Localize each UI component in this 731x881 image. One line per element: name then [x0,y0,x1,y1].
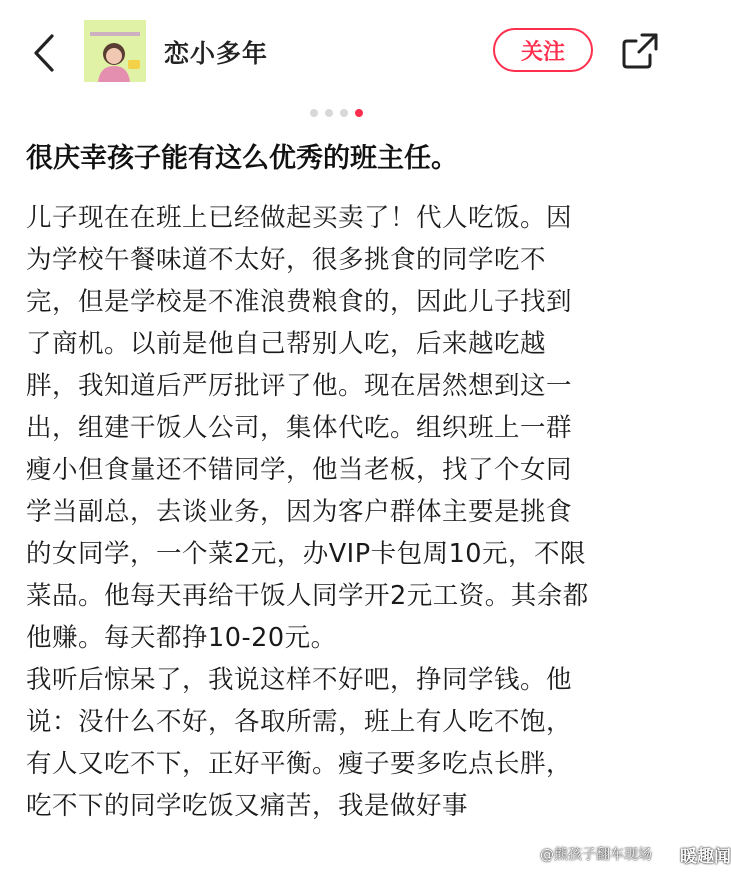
body-line: 他赚。每天都挣10-20元。 [26,623,337,653]
carousel-indicator [310,107,363,119]
top-bar [0,0,690,100]
watermark-account: 暖趣闻 [680,846,731,867]
watermark [540,836,731,872]
body-line: 说：没什么不好，各取所需，班上有人吃不饱， [26,707,573,737]
follow-button[interactable]: 关注 [493,28,593,72]
chevron-left-icon [32,33,56,73]
body-line: 我听后惊呆了，我说这样不好吧，挣同学钱。他 [26,665,573,695]
body-line: 儿子现在在班上已经做起买卖了！代人吃饭。因 [26,203,573,233]
share-button[interactable] [620,31,660,71]
carousel-dot [325,109,333,117]
body-line: 有人又吃不下，正好平衡。瘦子要多吃点长胖， [26,749,573,779]
watermark-source: @熊孩子翻车现场 [540,847,652,863]
body-line: 吃不下的同学吃饭又痛苦，我是做好事 [26,791,469,821]
carousel-dot-active [355,109,363,117]
avatar[interactable] [84,20,146,82]
avatar-image [84,20,146,82]
body-line: 的女同学，一个菜2元，办VIP卡包周10元，不限 [26,539,587,569]
back-button[interactable] [26,30,62,76]
username[interactable]: 恋小多年 [164,39,269,68]
body-line: 为学校午餐味道不太好，很多挑食的同学吃不 [26,245,547,275]
body-line: 菜品。他每天再给干饭人同学开2元工资。其余都 [26,581,589,611]
body-line: 瘦小但食量还不错同学，他当老板，找了个女同 [26,455,573,485]
body-line: 出，组建干饭人公司，集体代吃。组织班上一群 [26,413,573,443]
body-line: 胖，我知道后严厉批评了他。现在居然想到这一 [26,371,573,401]
share-icon [620,31,660,71]
post-title: 很庆幸孩子能有这么优秀的班主任。 [26,143,458,174]
carousel-dot [340,109,348,117]
wechat-logo-icon [656,844,676,864]
body-line: 了商机。以前是他自己帮别人吃，后来越吃越 [26,329,547,359]
body-line: 完，但是学校是不准浪费粮食的，因此儿子找到 [26,287,573,317]
carousel-dot [310,109,318,117]
body-line: 学当副总，去谈业务，因为客户群体主要是挑食 [26,497,573,527]
